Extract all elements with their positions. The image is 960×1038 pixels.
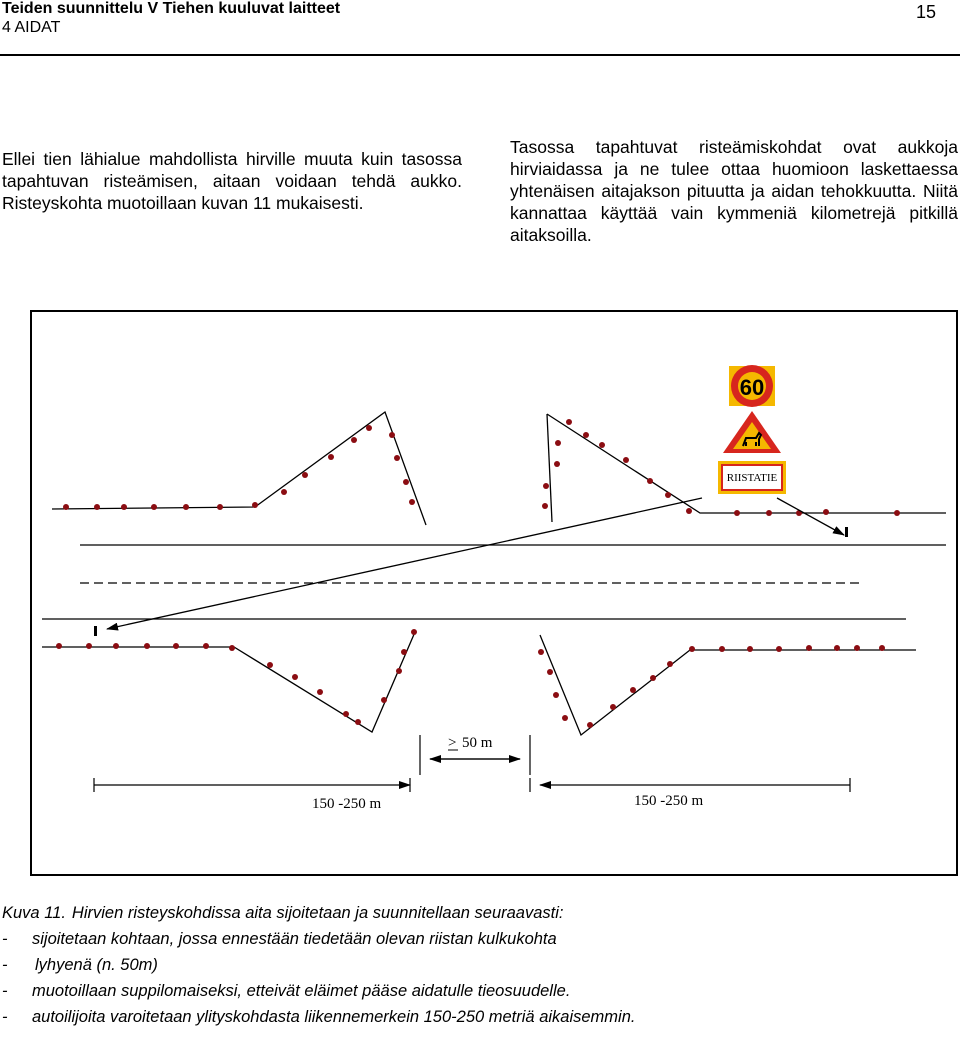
crossing-diagram [32,312,956,874]
header-title: Teiden suunnittelu V Tiehen kuuluvat laitteet [2,0,341,17]
riistatie-sign-text: RIISTATIE [726,472,778,484]
gap-label: 50 m [462,735,493,751]
left-distance-label: 150 -250 m [312,796,382,812]
right-paragraph: Tasossa tapahtuvat risteämiskohdat ovat aukkoja hirviaidassa ja ne tulee ottaa huomioon laskettaessa yhtenäisen aitajakson pituutta ja aidan tehokkuutta. Niitä kannattaa käyttää vain kymmeniä kilometrejä pitkillä aitaksoilla. [510,137,958,245]
caption-item: - muotoillaan suppilomaiseksi, etteivät eläimet pääse aidatulle tieosuudelle. [2,982,571,1000]
sign-post-markers [94,527,848,636]
caption-text: Hirvien risteyskohdissa aita sijoitetaan ja suunnitellaan seuraavasti: [71,904,564,922]
header-divider [0,54,960,56]
caption-label: Kuva 11. [2,904,66,922]
chapter-title: 4 AIDAT [2,19,61,36]
gap-label-symbol: > [448,735,457,751]
caption-item: - autoilijoita varoitetaan ylityskohdasta liikennemerkein 150-250 metriä aikaisemmin. [2,1008,636,1026]
caption-item: - sijoitetaan kohtaan, jossa ennestään tiedetään olevan riistan kulkukohta [2,930,557,948]
caption-item: - lyhyenä (n. 50m) [2,956,158,974]
right-distance-label: 150 -250 m [634,793,704,809]
sign-pointer-right [777,498,844,535]
left-paragraph: Ellei tien lähialue mahdollista hirville muuta kuin tasossa tapahtuvan risteämisen, aitaan voidaan tehdä aukko. Risteyskohta muotoillaan kuvan 11 mukaisesti. [2,149,462,213]
speed-limit-value: 60 [739,375,765,400]
caption-title-line [2,900,958,926]
page-number: 15 [915,2,936,22]
figure-caption [2,900,958,1030]
fence-bottom-left [42,632,415,732]
figure-frame [30,310,958,876]
sign-pointer-left [107,498,702,629]
fence-bottom-right [540,635,916,735]
